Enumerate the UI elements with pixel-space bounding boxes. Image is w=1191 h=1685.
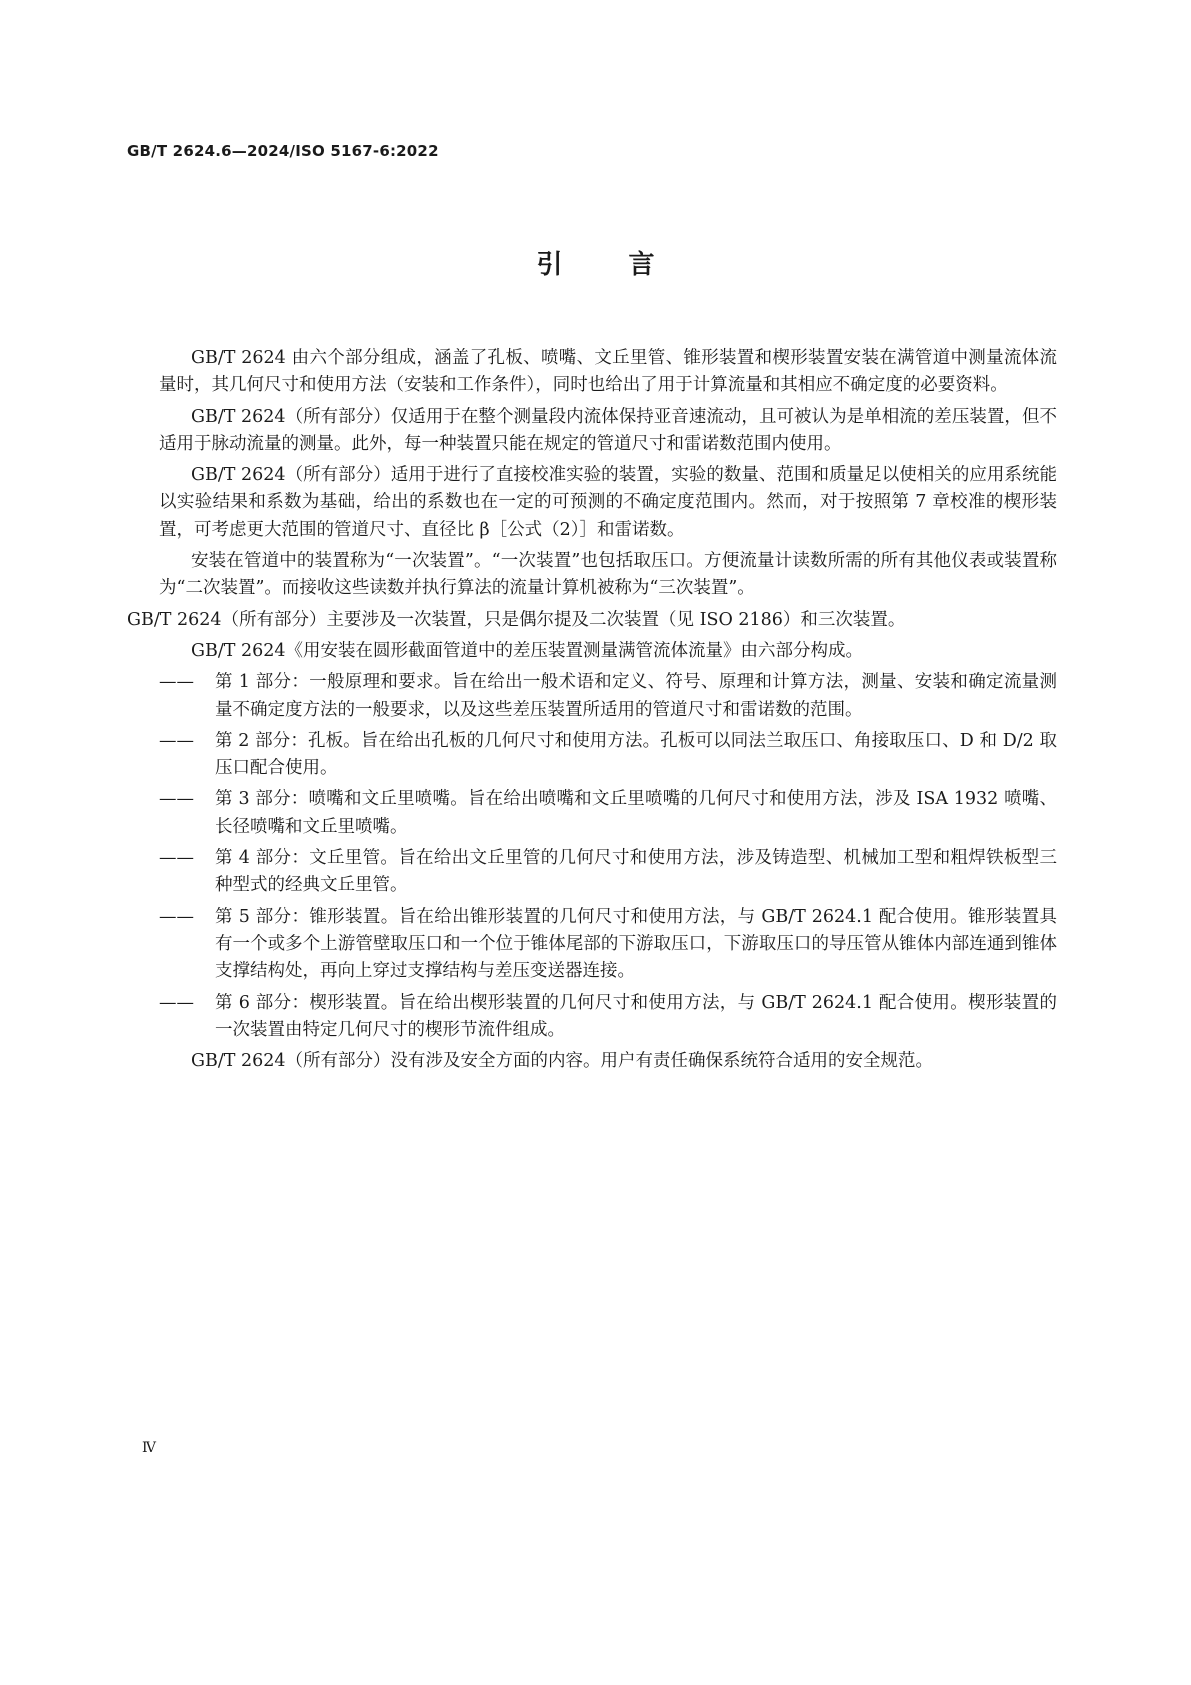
standard-id-header: GB/T 2624.6—2024/ISO 5167-6:2022: [127, 142, 439, 160]
list-item-part-6: [159, 990, 1057, 1045]
dash-marker: ——: [159, 789, 194, 810]
list-item-part-2: [159, 728, 1057, 783]
section-title: 引言: [536, 250, 721, 280]
list-item-part-1: [159, 669, 1057, 724]
part-2-text: 第 2 部分：孔板。旨在给出孔板的几何尺寸和使用方法。孔板可以同法兰取压口、角接取压口、D 和 D/2 取压口配合使用。: [215, 730, 1057, 779]
paragraph-devices-continued: GB/T 2624（所有部分）主要涉及一次装置，只是偶尔提及二次装置（见 ISO 2186）和三次装置。: [127, 609, 906, 630]
introduction-body: [127, 345, 1057, 1079]
part-1-text: 第 1 部分：一般原理和要求。旨在给出一般术语和定义、符号、原理和计算方法，测量、安装和确定流量测量不确定度方法的一般要求，以及这些差压装置所适用的管道尺寸和雷诺数的范围。: [215, 672, 1057, 720]
part-3-text: 第 3 部分：喷嘴和文丘里喷嘴。旨在给出喷嘴和文丘里喷嘴的几何尺寸和使用方法，涉及 ISA 1932 喷嘴、长径喷嘴和文丘里喷嘴。: [215, 789, 1057, 837]
part-4-text: 第 4 部分：文丘里管。旨在给出文丘里管的几何尺寸和使用方法，涉及铸造型、机械加工型和粗焊铁板型三种型式的经典文丘里管。: [215, 848, 1057, 896]
paragraph-calibration: GB/T 2624（所有部分）适用于进行了直接校准实验的装置，实验的数量、范围和质量足以使相关的应用系统能以实验结果和系数为基础，给出的系数也在一定的可预测的不确定度范围内。然而，对于按照第 7 章校准的楔形装置，可考虑更大范围的管道尺寸、直径比 β［公式（2）］和雷诺数。: [159, 465, 1057, 540]
paragraph-parts-intro: GB/T 2624《用安装在圆形截面管道中的差压装置测量满管流体流量》由六部分构成。: [191, 640, 864, 661]
part-5-text: 第 5 部分：锥形装置。旨在给出锥形装置的几何尺寸和使用方法，与 GB/T 2624.1 配合使用。锥形装置具有一个或多个上游管壁取压口和一个位于锥体尾部的下游取压口，下游取压口的导压管从锥体内部连通到锥体支撑结构处，再向上穿过支撑结构与差压变送器连接。: [215, 906, 1057, 982]
list-item-part-5: [159, 904, 1057, 986]
dash-marker: ——: [159, 992, 194, 1013]
paragraph-devices: 安装在管道中的装置称为“一次装置”。“一次装置”也包括取压口。方便流量计读数所需的所有其他仪表或装置称为“二次装置”。而接收这些读数并执行算法的流量计算机被称为“三次装置”。: [159, 551, 1057, 599]
dash-marker: ——: [159, 730, 194, 751]
paragraph-safety: GB/T 2624（所有部分）没有涉及安全方面的内容。用户有责任确保系统符合适用的安全规范。: [191, 1051, 934, 1072]
list-item-part-3: [159, 786, 1057, 841]
paragraph-scope: GB/T 2624 由六个部分组成，涵盖了孔板、喷嘴、文丘里管、锥形装置和楔形装置安装在满管道中测量流体流量时，其几何尺寸和使用方法（安装和工作条件），同时也给出了用于计算流量和其相应不确定度的必要资料。: [159, 348, 1057, 396]
list-item-part-4: [159, 845, 1057, 900]
page-number: Ⅳ: [142, 1440, 156, 1456]
dash-marker: ——: [159, 848, 194, 869]
part-6-text: 第 6 部分：楔形装置。旨在给出楔形装置的几何尺寸和使用方法，与 GB/T 2624.1 配合使用。楔形装置的一次装置由特定几何尺寸的楔形节流件组成。: [215, 992, 1057, 1040]
paragraph-applicability: GB/T 2624（所有部分）仅适用于在整个测量段内流体保持亚音速流动，且可被认为是单相流的差压装置，但不适用于脉动流量的测量。此外，每一种装置只能在规定的管道尺寸和雷诺数范围内使用。: [159, 406, 1057, 454]
dash-marker: ——: [159, 906, 194, 927]
dash-marker: ——: [159, 672, 194, 693]
